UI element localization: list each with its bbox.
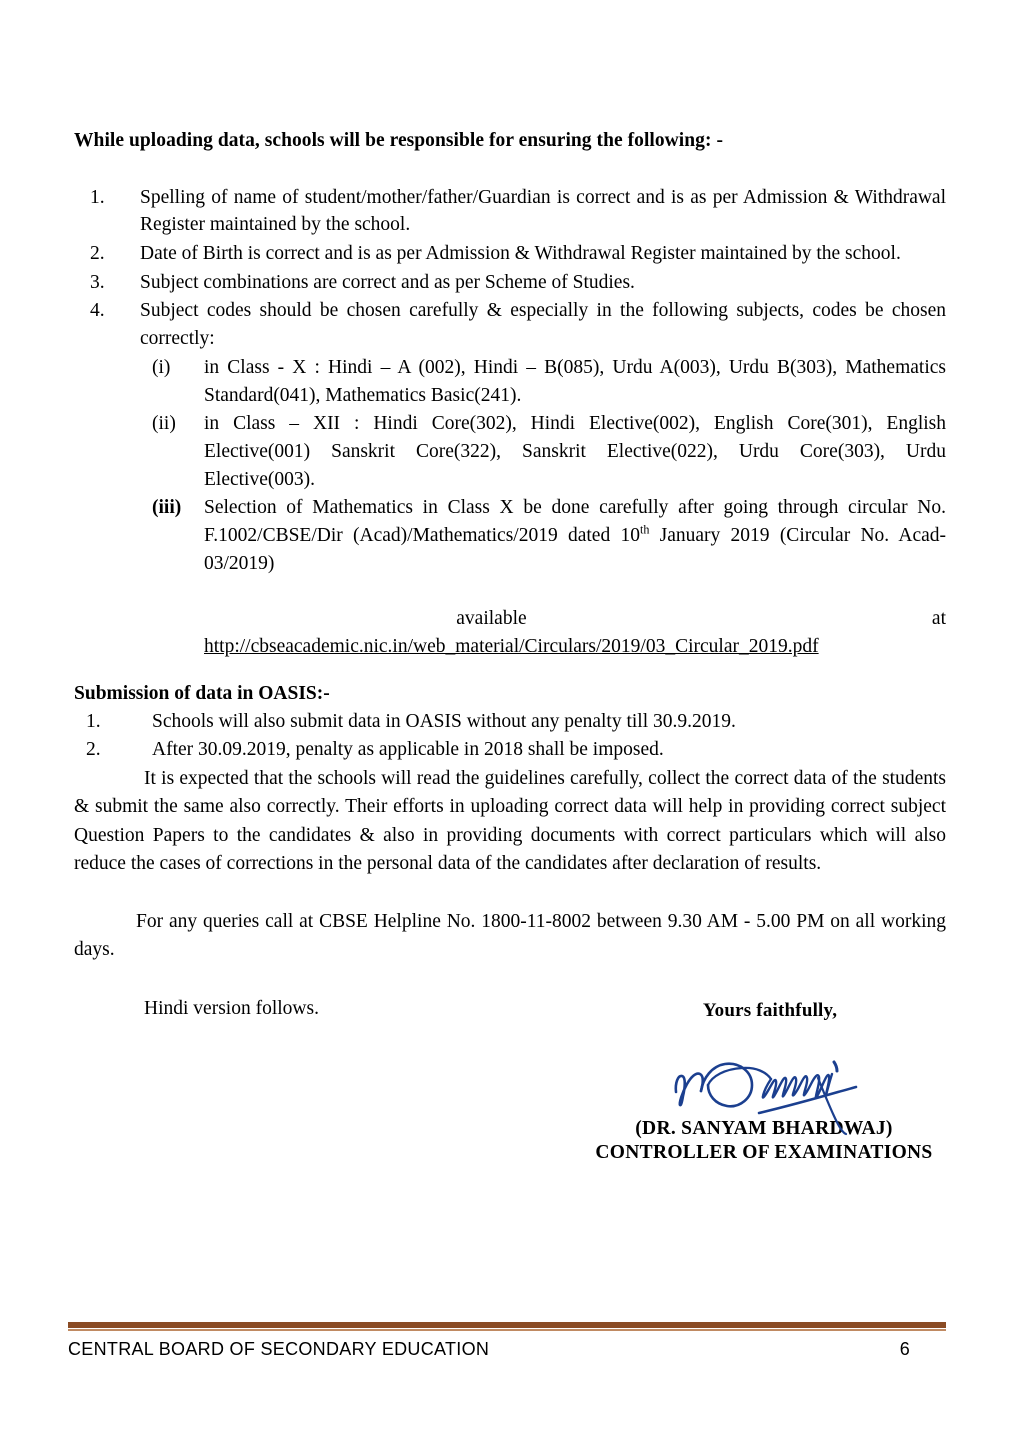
list-marker: 4. [90,300,105,322]
list-marker: 2. [90,243,105,265]
list-item [74,736,946,764]
footer-page-number: 6 [899,1339,910,1359]
list-item-text: in Class – XII : Hindi Core(302), Hindi Elective(002), English Core(301), English Elective(001) Sanskrit Core(322), Sanskrit Elective(022), Urdu Core(303), Urdu Elective(003). [204,413,946,490]
signature-image [560,1026,950,1118]
footer-rule-thick [68,1322,946,1328]
list-marker: 3. [90,271,105,293]
circular-text-part2: January 2019 (Circular No. Acad-03/2019) [204,524,946,574]
list-marker: 2. [86,739,101,761]
helpline-paragraph: For any queries call at CBSE Helpline No. 1800-11-8002 between 9.30 AM - 5.00 PM on all working days. [74,911,946,961]
responsibilities-list [74,184,946,353]
footer-organisation: CENTRAL BOARD OF SECONDARY EDUCATION [68,1339,490,1359]
list-item-text: Spelling of name of student/mother/father/Guardian is correct and is as per Admission & Withdrawal Register maintained by the school. [140,186,946,236]
spacer [74,878,946,908]
list-item [74,354,946,409]
list-item [74,708,946,736]
page-footer [68,1322,946,1360]
spacer [74,154,946,184]
page-heading: While uploading data, schools will be responsible for ensuring the following: - [74,130,723,151]
oasis-heading: Submission of data in OASIS:- [74,683,330,705]
list-item [74,410,946,493]
list-item-text: Subject combinations are correct and as per Scheme of Studies. [140,271,635,293]
list-item [74,240,946,268]
subject-codes-list [74,354,946,661]
closing-paragraph: It is expected that the schools will read the guidelines carefully, collect the correct data of the students & submit the same also correctly. Their efforts in uploading correct data will help in providing correct subject Question Papers to the candidates & also in providing documents with correct particulars which will also reduce the cases of corrections in the personal data of the candidates after declaration of results. [74,768,946,874]
ordinal-suffix: th [639,522,650,537]
signature-block [560,1000,950,1164]
hindi-version-note: Hindi version follows. [144,997,319,1019]
list-item-text: Subject codes should be chosen carefully & especially in the following subjects, codes be chosen correctly: [140,300,946,350]
available-word: available [456,608,527,630]
circular-url-link[interactable]: http://cbseacademic.nic.in/web_material/Circulars/2019/03_Circular_2019.pdf [204,635,819,657]
signatory-name: (DR. SANYAM BHARDWAJ) [635,1118,893,1139]
list-item-text: Schools will also submit data in OASIS without any penalty till 30.9.2019. [152,710,736,732]
handwritten-signature-icon [670,1048,880,1136]
spacer [74,661,946,681]
list-marker: 1. [90,186,105,208]
list-item [74,297,946,352]
footer-rule-thin [68,1329,946,1331]
list-item-text: After 30.09.2019, penalty as applicable in 2018 shall be imposed. [152,739,664,761]
circular-text-part1: Selection of Mathematics in Class X be done carefully after going through circular No. F.1002/CBSE/Dir (Acad)/Mathematics/2019 dated 10 [204,497,946,546]
signature-salutation: Yours faithfully, [702,1000,838,1021]
list-item-text [204,497,946,656]
list-item [74,494,946,660]
list-marker: 1. [86,710,101,732]
list-marker: (ii) [152,413,176,435]
document-body [74,128,946,1023]
list-marker: (i) [152,356,171,378]
at-word: at [931,608,946,630]
list-marker: (iii) [152,497,182,519]
list-item-text: Date of Birth is correct and is as per Admission & Withdrawal Register maintained by the school. [140,243,901,265]
list-item-text: in Class - X : Hindi – A (002), Hindi – B(085), Urdu A(003), Urdu B(303), Mathematics Standard(041), Mathematics Basic(241). [204,356,946,406]
signatory-designation: CONTROLLER OF EXAMINATIONS [595,1142,933,1163]
list-item [74,184,946,239]
list-item [74,269,946,297]
oasis-list [74,708,946,764]
spacer [74,965,946,995]
footer-row [68,1339,946,1360]
